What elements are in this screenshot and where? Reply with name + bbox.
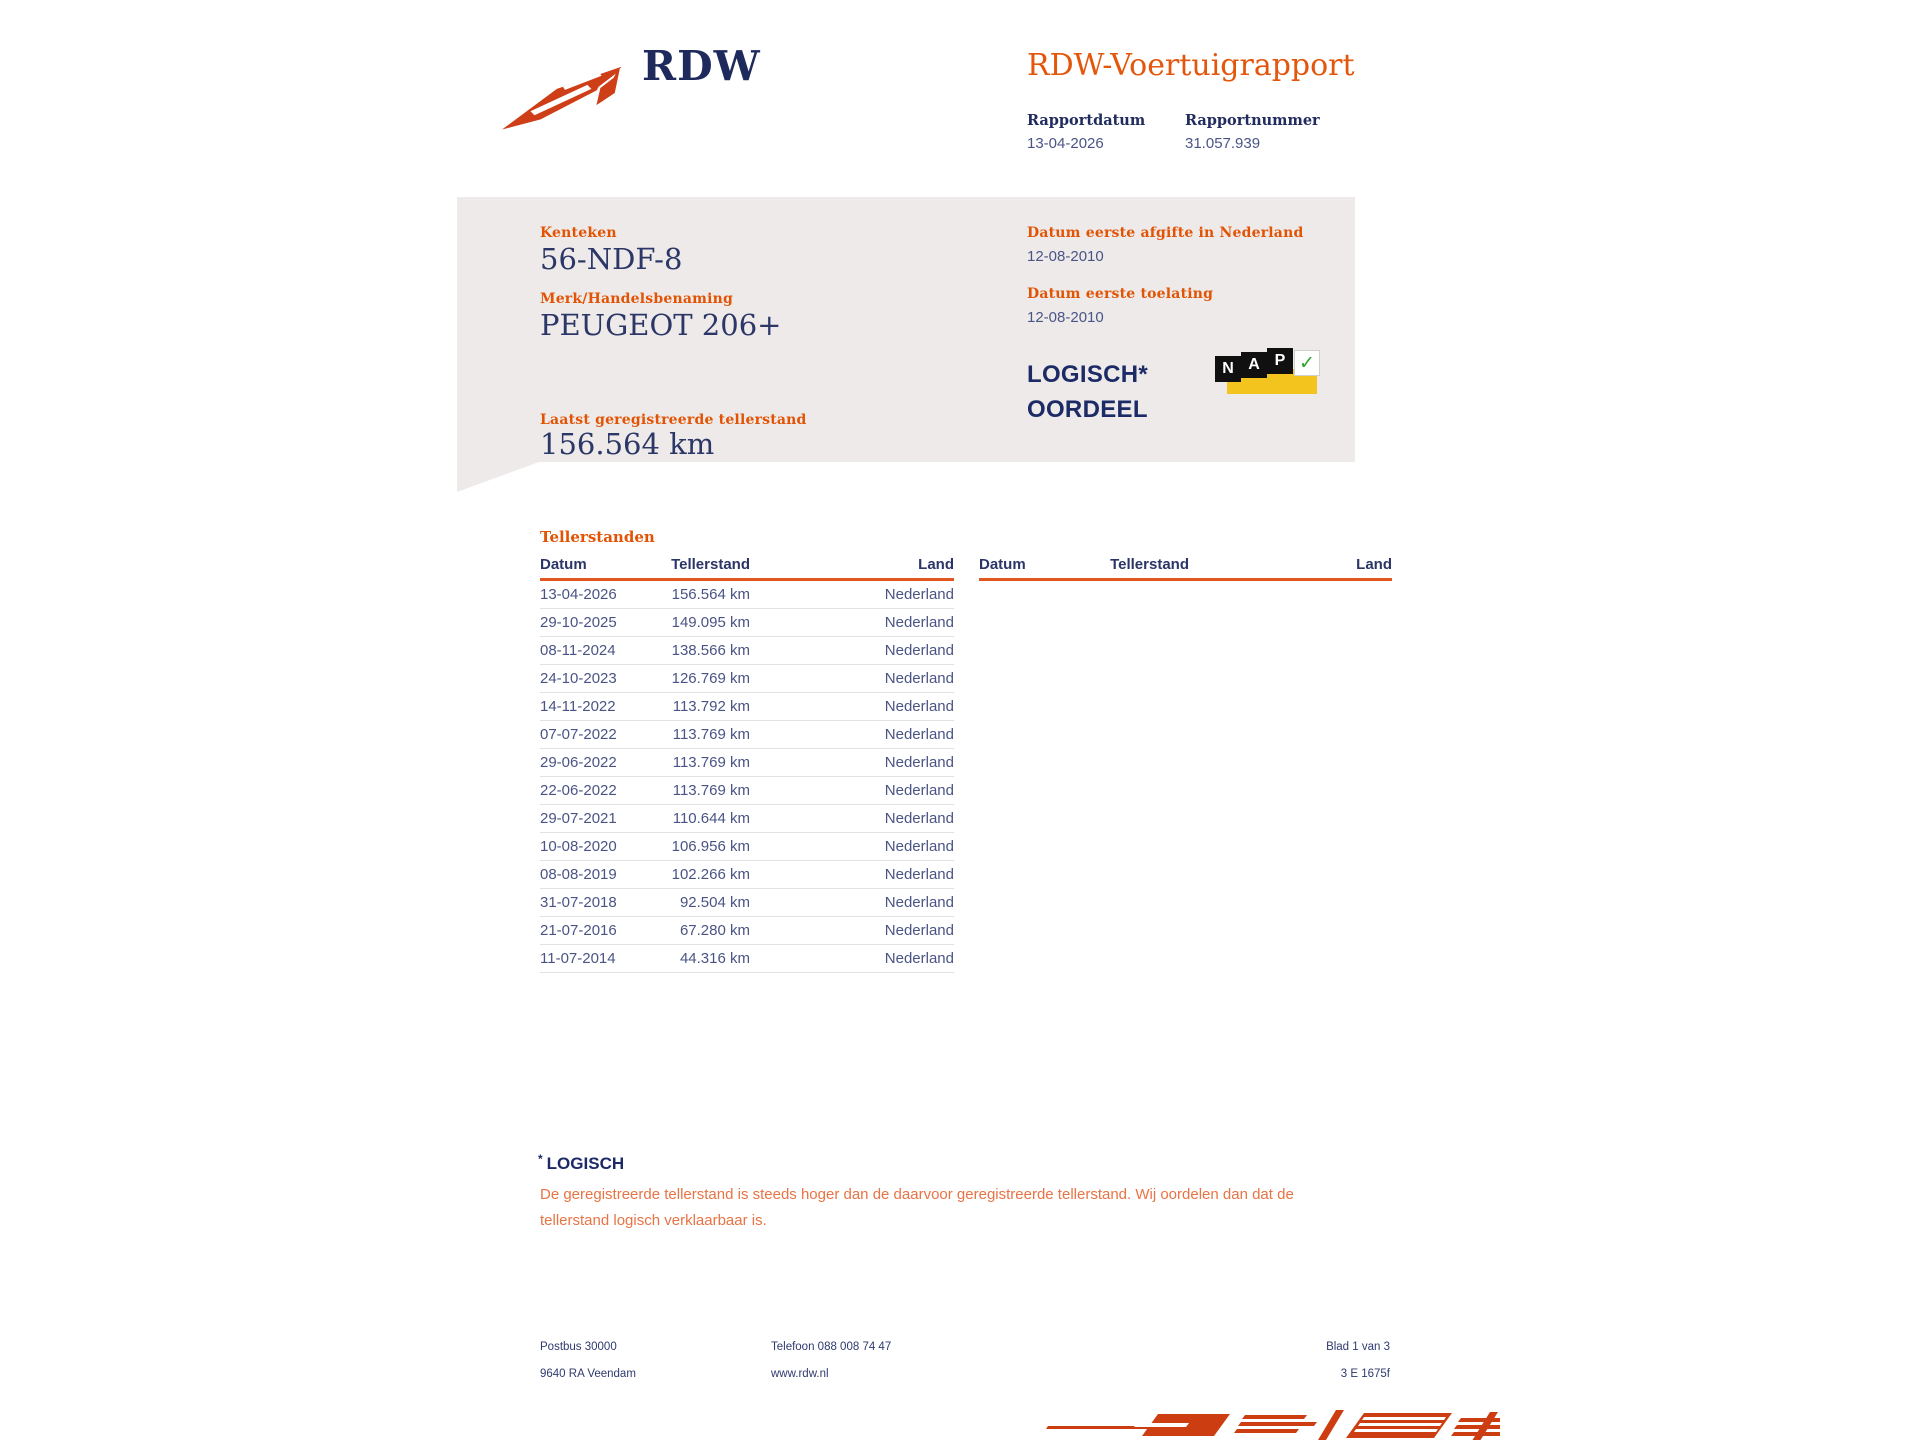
cell-datum: 29-07-2021 <box>540 810 617 827</box>
report-date-label: Rapportdatum <box>1027 112 1146 129</box>
table-row <box>540 637 954 665</box>
cell-datum: 10-08-2020 <box>540 838 617 855</box>
footer-paging <box>1240 1334 1390 1388</box>
table-row <box>540 721 954 749</box>
cell-datum: 11-07-2014 <box>540 950 616 967</box>
report-date <box>1027 112 1153 152</box>
cell-tellerstand: 92.504 km <box>679 894 750 911</box>
table-row <box>540 917 954 945</box>
table-row <box>540 861 954 889</box>
table-row <box>540 945 954 973</box>
table-row <box>540 833 954 861</box>
cell-datum: 08-08-2019 <box>540 866 617 883</box>
nap-tile-n: N <box>1215 356 1241 382</box>
footer-website-link[interactable]: www.rdw.nl <box>771 1368 829 1380</box>
table-header-row <box>979 556 1392 581</box>
report-number-value: 31.057.939 <box>1185 135 1261 152</box>
header-tellerstand: Tellerstand <box>1110 556 1189 573</box>
cell-tellerstand: 44.316 km <box>679 950 750 967</box>
table-row <box>540 693 954 721</box>
rdw-swoosh-icon <box>500 58 632 132</box>
cell-tellerstand: 149.095 km <box>671 614 750 631</box>
nap-check-icon: ✓ <box>1294 350 1320 376</box>
cell-land: Nederland <box>884 894 954 911</box>
cell-land: Nederland <box>884 810 954 827</box>
table-row <box>540 889 954 917</box>
cell-tellerstand: 126.769 km <box>671 670 750 687</box>
kenteken-value: 56-NDF-8 <box>540 242 683 276</box>
table-row <box>540 581 954 609</box>
cell-datum: 29-06-2022 <box>540 754 617 771</box>
footer-contact <box>771 1334 891 1388</box>
header-tellerstand: Tellerstand <box>671 556 750 573</box>
cell-datum: 21-07-2016 <box>540 922 617 939</box>
cell-land: Nederland <box>884 642 954 659</box>
nap-tile-p: P <box>1267 348 1293 374</box>
toelating-value: 12-08-2010 <box>1027 309 1104 326</box>
mileage-value: 156.564 km <box>540 427 715 461</box>
footer-address <box>540 1334 636 1388</box>
orange-stripes-decoration-icon <box>1046 1410 1500 1440</box>
footnote-title-text: LOGISCH <box>546 1154 625 1173</box>
oordeel-line1: LOGISCH* <box>1027 361 1149 388</box>
page-title: RDW-Voertuigrapport <box>1027 48 1355 83</box>
cell-tellerstand: 102.266 km <box>671 866 750 883</box>
footer-page-number: Blad 1 van 3 <box>1326 1341 1390 1353</box>
cell-land: Nederland <box>884 698 954 715</box>
section-title-tellerstanden: Tellerstanden <box>540 528 655 546</box>
footnote-title <box>538 1152 624 1174</box>
footer-address-line1: Postbus 30000 <box>540 1341 617 1353</box>
header-datum: Datum <box>979 556 1026 573</box>
odometer-table <box>540 556 954 973</box>
cell-land: Nederland <box>884 922 954 939</box>
oordeel-text <box>1027 357 1148 427</box>
cell-tellerstand: 138.566 km <box>671 642 750 659</box>
report-date-value: 13-04-2026 <box>1027 135 1104 152</box>
rdw-wordmark: RDW <box>642 42 761 90</box>
table-row <box>540 805 954 833</box>
cell-tellerstand: 156.564 km <box>671 586 750 603</box>
header-land: Land <box>1356 556 1392 573</box>
cell-land: Nederland <box>884 950 954 967</box>
cell-tellerstand: 106.956 km <box>671 838 750 855</box>
footnote-body: De geregistreerde tellerstand is steeds hoger dan de daarvoor geregistreerde tellerstand. Wij oordelen dan dat de tellerstand logisch verklaarbaar is. <box>540 1186 1294 1229</box>
oordeel-line2: OORDEEL <box>1027 396 1148 423</box>
cell-tellerstand: 110.644 km <box>672 810 750 827</box>
footer-phone: Telefoon 088 008 74 47 <box>771 1341 892 1353</box>
cell-datum: 13-04-2026 <box>540 586 617 603</box>
cell-tellerstand: 67.280 km <box>679 922 750 939</box>
table-row <box>540 609 954 637</box>
kenteken-label: Kenteken <box>540 225 617 241</box>
cell-land: Nederland <box>884 866 954 883</box>
cell-land: Nederland <box>884 586 954 603</box>
cell-tellerstand: 113.792 km <box>672 698 750 715</box>
vehicle-summary-panel <box>457 197 1355 462</box>
cell-land: Nederland <box>884 726 954 743</box>
header-land: Land <box>918 556 954 573</box>
cell-land: Nederland <box>884 754 954 771</box>
odometer-table-continued <box>979 556 1392 581</box>
cell-land: Nederland <box>884 614 954 631</box>
cell-datum: 08-11-2024 <box>540 642 616 659</box>
cell-datum: 22-06-2022 <box>540 782 617 799</box>
toelating-label: Datum eerste toelating <box>1027 286 1214 302</box>
cell-tellerstand: 113.769 km <box>672 754 750 771</box>
header-datum: Datum <box>540 556 587 573</box>
table-row <box>540 777 954 805</box>
nap-tile-a: A <box>1241 352 1267 378</box>
cell-tellerstand: 113.769 km <box>672 782 750 799</box>
panel-corner-tail <box>457 462 539 492</box>
footnote-asterisk: * <box>538 1152 543 1166</box>
cell-datum: 31-07-2018 <box>540 894 617 911</box>
afgifte-label: Datum eerste afgifte in Nederland <box>1027 225 1304 241</box>
table-row <box>540 665 954 693</box>
cell-land: Nederland <box>884 782 954 799</box>
cell-land: Nederland <box>884 670 954 687</box>
report-meta <box>1027 112 1320 152</box>
footer-address-line2: 9640 RA Veendam <box>540 1368 636 1380</box>
cell-datum: 14-11-2022 <box>540 698 616 715</box>
merk-value: PEUGEOT 206+ <box>540 308 782 342</box>
cell-datum: 29-10-2025 <box>540 614 617 631</box>
nap-logo <box>1215 347 1325 399</box>
table-row <box>540 749 954 777</box>
cell-land: Nederland <box>884 838 954 855</box>
cell-datum: 07-07-2022 <box>540 726 617 743</box>
table-header-row <box>540 556 954 581</box>
mileage-label: Laatst geregistreerde tellerstand <box>540 412 807 428</box>
cell-tellerstand: 113.769 km <box>672 726 750 743</box>
report-number <box>1185 112 1320 152</box>
footer-form-code: 3 E 1675f <box>1340 1368 1390 1380</box>
cell-datum: 24-10-2023 <box>540 670 617 687</box>
merk-label: Merk/Handelsbenaming <box>540 291 734 307</box>
report-number-label: Rapportnummer <box>1185 112 1320 129</box>
afgifte-value: 12-08-2010 <box>1027 248 1104 265</box>
